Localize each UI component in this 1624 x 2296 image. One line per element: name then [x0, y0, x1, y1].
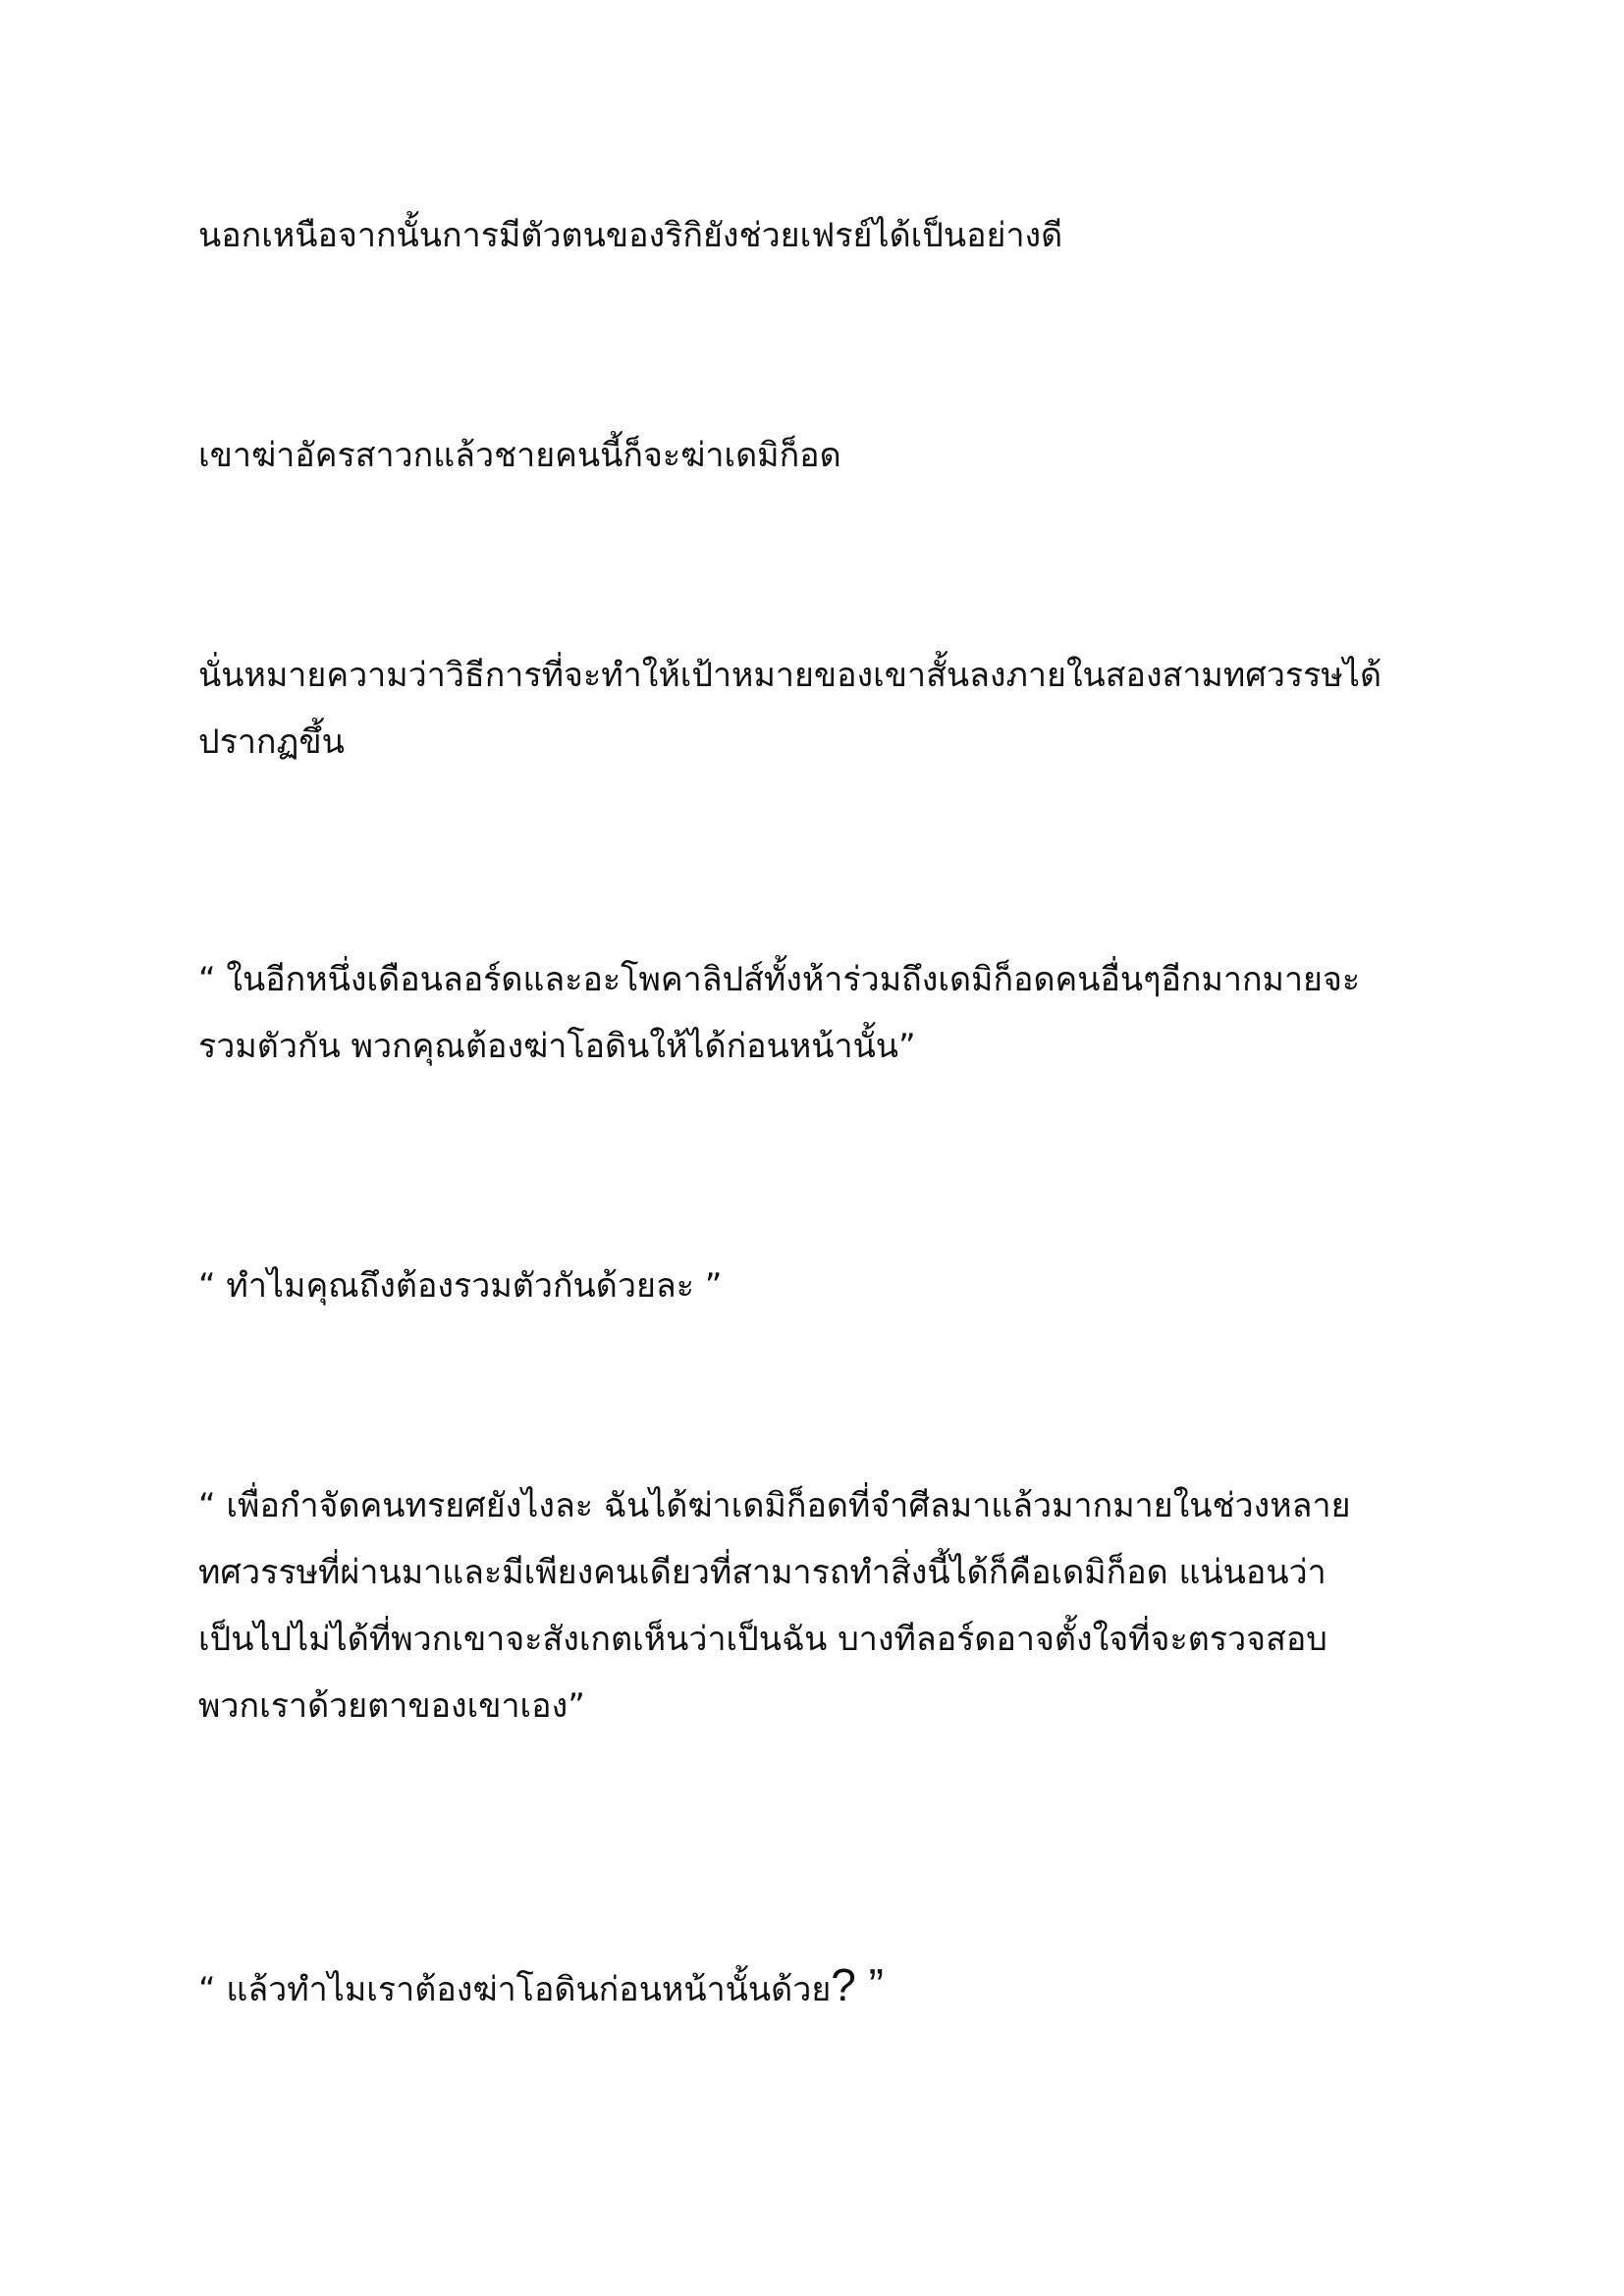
paragraph-4: [198, 946, 1465, 1080]
paragraph-5-line-1: “ ทำไมคุณถึงต้องรวมตัวกันด้วยละ ”: [198, 1266, 723, 1306]
paragraph-2: [198, 422, 1465, 489]
paragraph-6-line-4: พวกเราด้วยตาของเขาเอง”: [198, 1686, 585, 1726]
paragraph-3: [198, 642, 1465, 775]
paragraph-7: [198, 1951, 1465, 2023]
paragraph-6-line-3: เป็นไปไม่ได้ที่พวกเขาจะสังเกตเห็นว่าเป็นฉัน บางทีลอร์ดอาจตั้งใจที่จะตรวจสอบ: [198, 1620, 1327, 1659]
paragraph-1: [198, 202, 1465, 269]
paragraph-7-ending: ? ”: [831, 1959, 884, 2010]
paragraph-3-line-1: นั่นหมายความว่าวิธีการที่จะทำให้เป้าหมายของเขาสั้นลงภายในสองสามทศวรรษได้: [198, 656, 1382, 695]
paragraph-6-line-2: ทศวรรษที่ผ่านมาและมีเพียงคนเดียวที่สามารถทำสิ่งนี้ได้ก็คือเดมิก็อด แน่นอนว่า: [198, 1553, 1326, 1592]
paragraph-5: [198, 1253, 1465, 1319]
paragraph-3-line-2: ปรากฏขึ้น: [198, 722, 345, 762]
paragraph-2-line-1: เขาฆ่าอัครสาวกแล้วชายคนนี้ก็จะฆ่าเดมิก็อด: [198, 436, 841, 475]
paragraph-1-line-1: นอกเหนือจากนั้นการมีตัวตนของริกิยังช่วยเฟรย์ได้เป็นอย่างดี: [198, 216, 1063, 255]
paragraph-7-line-1: “ แล้วทำไมเราต้องฆ่าโอดินก่อนหน้านั้นด้วย: [198, 1970, 832, 2009]
paragraph-6: [198, 1472, 1465, 1739]
paragraph-4-line-1: “ ในอีกหนึ่งเดือนลอร์ดและอะโพคาลิปส์ทั้งห้าร่วมถึงเดมิก็อดคนอื่นๆอีกมากมายจะ: [198, 960, 1361, 999]
paragraph-4-line-2: รวมตัวกัน พวกคุณต้องฆ่าโอดินให้ได้ก่อนหน้านั้น”: [198, 1027, 916, 1066]
paragraph-6-line-1: “ เพื่อกำจัดคนทรยศยังไงละ ฉันได้ฆ่าเดมิก็อดที่จำศีลมาแล้วมากมายในช่วงหลาย: [198, 1486, 1351, 1525]
